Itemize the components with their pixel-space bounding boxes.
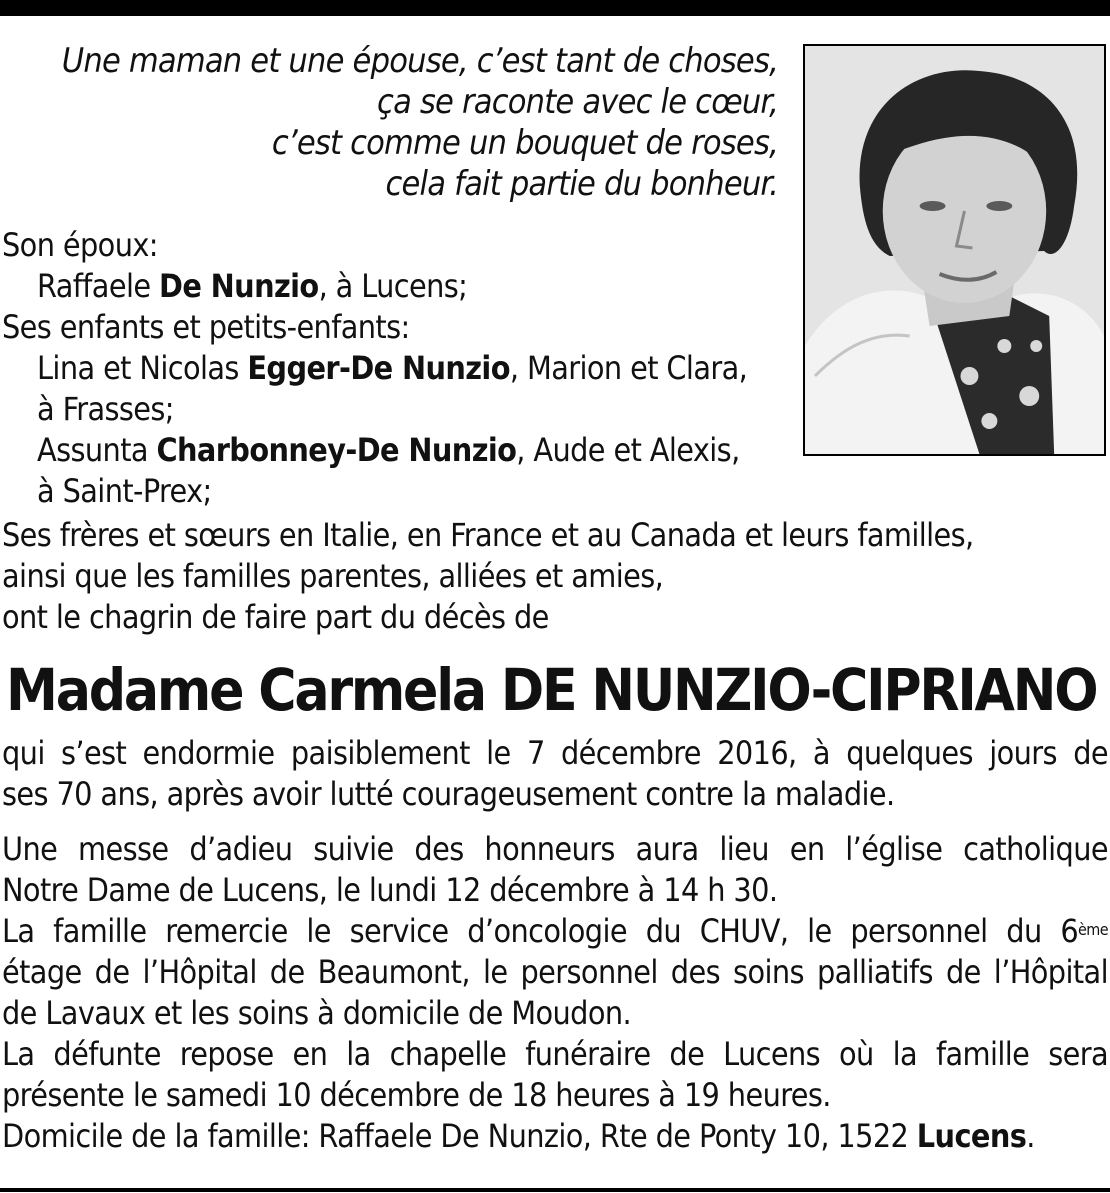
thanks-line-2: étage de l’Hôpital de Beaumont, le personnel des soins palliatifs de l’Hôpital bbox=[2, 953, 1108, 991]
spouse-heading: Son époux: bbox=[2, 226, 158, 264]
service-line-1: Une messe d’adieu suivie des honneurs aura lieu en l’église catholique bbox=[2, 830, 1108, 868]
poem-line: cela fait partie du bonheur. bbox=[385, 164, 778, 204]
viewing-line-1: La défunte repose en la chapelle funéraire de Lucens où la famille sera bbox=[2, 1035, 1108, 1073]
bottom-rule bbox=[0, 1188, 1110, 1192]
passing-paragraph bbox=[2, 733, 1108, 815]
child1-surname: Egger-De Nunzio bbox=[247, 349, 510, 387]
domicile-town: Lucens bbox=[916, 1117, 1027, 1155]
spouse-entry bbox=[2, 266, 792, 307]
deceased-name: Madame Carmela DE NUNZIO-CIPRIANO bbox=[6, 656, 1097, 724]
child1-place: à Frasses; bbox=[37, 390, 174, 428]
child2-surname: Charbonney-De Nunzio bbox=[156, 431, 517, 469]
thanks-line-3: de Lavaux et les soins à domicile de Moudon. bbox=[2, 994, 632, 1032]
ordinal-suffix: ème bbox=[1078, 920, 1108, 939]
viewing-line-2: présente le samedi 10 décembre de 18 heures à 19 heures. bbox=[2, 1076, 831, 1114]
poem-line: Une maman et une épouse, c’est tant de choses, bbox=[61, 41, 778, 81]
thanks-line-1-text: La famille remercie le service d’oncologie du CHUV, le personnel du 6 bbox=[2, 912, 1079, 950]
child-entry-1 bbox=[2, 348, 792, 389]
siblings-line: Ses frères et sœurs en Italie, en France et au Canada et leurs familles, bbox=[2, 516, 974, 554]
thanks-line-1 bbox=[2, 911, 1108, 952]
poem-line: ça se raconte avec le cœur, bbox=[377, 82, 778, 122]
top-rule bbox=[0, 0, 1110, 16]
poem-line: c’est comme un bouquet de roses, bbox=[271, 123, 778, 163]
child2-first-name: Assunta bbox=[37, 431, 157, 469]
child-entry-2 bbox=[2, 430, 792, 471]
portrait-image bbox=[805, 46, 1104, 454]
domicile-line bbox=[2, 1116, 1108, 1157]
announce-line: ont le chagrin de faire part du décès de bbox=[2, 598, 549, 636]
family-list bbox=[2, 225, 792, 512]
spouse-surname: De Nunzio bbox=[159, 267, 319, 305]
service-paragraph bbox=[2, 829, 1108, 1157]
domicile-end: . bbox=[1026, 1117, 1035, 1155]
passing-line-1: qui s’est endormie paisiblement le 7 décembre 2016, à quelques jours de bbox=[2, 734, 1108, 772]
domicile-text: Domicile de la famille: Raffaele De Nunzio, Rte de Ponty 10, 1522 bbox=[2, 1117, 917, 1155]
children-heading: Ses enfants et petits-enfants: bbox=[2, 308, 410, 346]
child2-place: à Saint-Prex; bbox=[37, 472, 212, 510]
announcement bbox=[2, 515, 1108, 638]
child2-grandchildren: , Aude et Alexis, bbox=[516, 431, 740, 469]
relatives-line: ainsi que les familles parentes, alliées et amies, bbox=[2, 557, 664, 595]
service-line-2: Notre Dame de Lucens, le lundi 12 décembre à 14 h 30. bbox=[2, 871, 778, 909]
child1-first-names: Lina et Nicolas bbox=[37, 349, 248, 387]
spouse-first-name: Raffaele bbox=[37, 267, 160, 305]
child1-grandchildren: , Marion et Clara, bbox=[509, 349, 748, 387]
poem bbox=[0, 41, 778, 205]
passing-line-2: ses 70 ans, après avoir lutté courageusement contre la maladie. bbox=[2, 775, 895, 813]
spouse-place: , à Lucens; bbox=[318, 267, 468, 305]
portrait-photo bbox=[803, 44, 1106, 456]
